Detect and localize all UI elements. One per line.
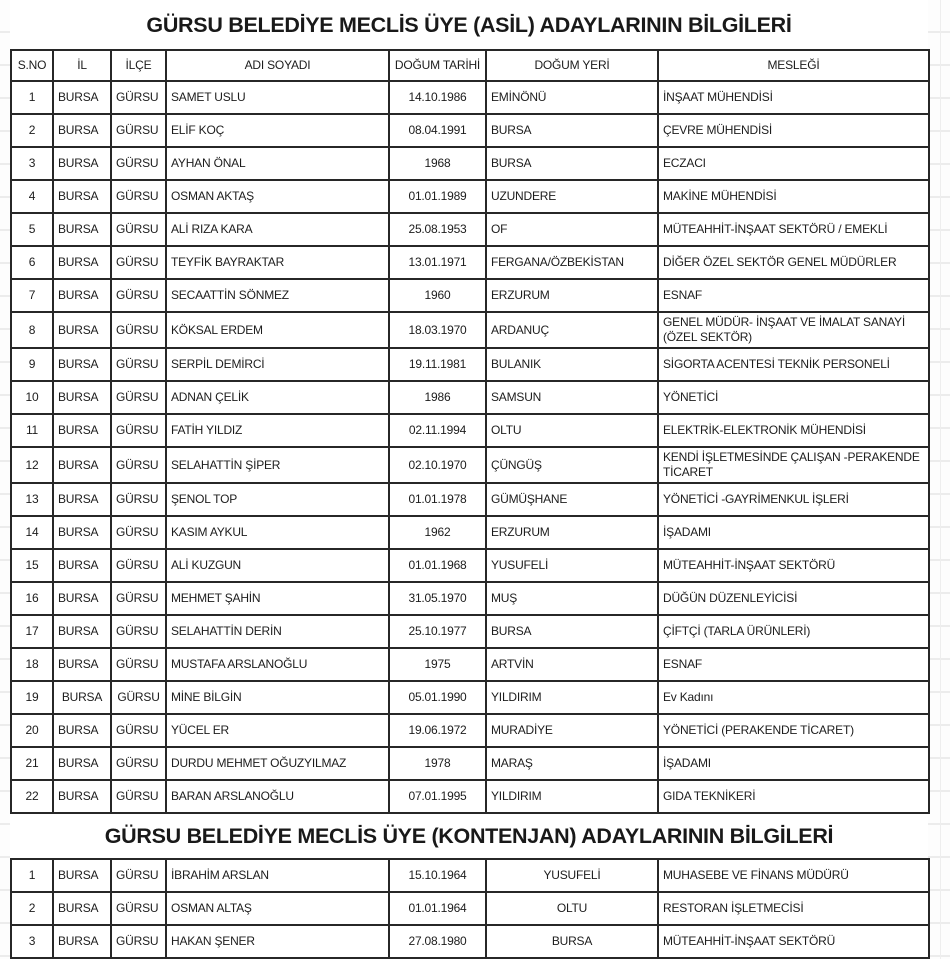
table-row [11,892,929,925]
cell-yer: BURSA [486,147,658,180]
table-row [11,925,929,958]
cell-meslek: Ev Kadını [658,681,929,714]
cell-ilce: GÜRSU [111,925,166,958]
cell-adi: YÜCEL ER [166,714,389,747]
cell-adi: OSMAN ALTAŞ [166,892,389,925]
cell-ilce: GÜRSU [111,381,166,414]
cell-yer: BURSA [486,925,658,958]
cell-meslek: YÖNETİCİ -GAYRİMENKUL İŞLERİ [658,483,929,516]
cell-tarih: 14.10.1986 [389,81,486,114]
header-il: İL [53,50,111,81]
cell-il: BURSA [53,246,111,279]
header-dogum-tarihi: DOĞUM TARİHİ [389,50,486,81]
cell-no: 20 [11,714,53,747]
cell-tarih: 05.01.1990 [389,681,486,714]
cell-il: BURSA [53,312,111,348]
cell-meslek: ESNAF [658,648,929,681]
cell-tarih: 1986 [389,381,486,414]
cell-yer: ÇÜNGÜŞ [486,447,658,483]
cell-tarih: 08.04.1991 [389,114,486,147]
kontenjan-table-title: GÜRSU BELEDİYE MECLİS ÜYE (KONTENJAN) ADAYLARININ BİLGİLERİ [104,824,834,848]
cell-no: 3 [11,925,53,958]
cell-tarih: 27.08.1980 [389,925,486,958]
cell-no: 11 [11,414,53,447]
cell-tarih: 13.01.1971 [389,246,486,279]
cell-meslek: DÜĞÜN DÜZENLEYİCİSİ [658,582,929,615]
cell-ilce: GÜRSU [111,859,166,892]
table-row [11,714,929,747]
cell-no: 16 [11,582,53,615]
table-row [11,582,929,615]
cell-yer: ERZURUM [486,516,658,549]
cell-meslek: ELEKTRİK-ELEKTRONİK MÜHENDİSİ [658,414,929,447]
cell-yer: GÜMÜŞHANE [486,483,658,516]
cell-adi: ŞENOL TOP [166,483,389,516]
cell-adi: SAMET USLU [166,81,389,114]
table-row [11,147,929,180]
cell-adi: BARAN ARSLANOĞLU [166,780,389,813]
table-row [11,615,929,648]
cell-meslek: MÜTEAHHİT-İNŞAAT SEKTÖRÜ [658,925,929,958]
cell-no: 15 [11,549,53,582]
cell-ilce: GÜRSU [111,681,166,714]
cell-yer: SAMSUN [486,381,658,414]
cell-tarih: 07.01.1995 [389,780,486,813]
cell-adi: MEHMET ŞAHİN [166,582,389,615]
cell-no: 22 [11,780,53,813]
table-row [11,180,929,213]
table-row [11,279,929,312]
cell-ilce: GÜRSU [111,348,166,381]
cell-no: 8 [11,312,53,348]
table-row [11,780,929,813]
cell-tarih: 01.01.1964 [389,892,486,925]
cell-tarih: 1968 [389,147,486,180]
cell-adi: MİNE BİLGİN [166,681,389,714]
cell-no: 9 [11,348,53,381]
cell-adi: DURDU MEHMET OĞUZYILMAZ [166,747,389,780]
cell-ilce: GÜRSU [111,447,166,483]
cell-adi: ADNAN ÇELİK [166,381,389,414]
cell-il: BURSA [53,681,111,714]
cell-ilce: GÜRSU [111,213,166,246]
cell-no: 14 [11,516,53,549]
cell-tarih: 25.10.1977 [389,615,486,648]
cell-adi: FATİH YILDIZ [166,414,389,447]
cell-ilce: GÜRSU [111,714,166,747]
header-adi-soyadi: ADI SOYADI [166,50,389,81]
asil-table-title: GÜRSU BELEDİYE MECLİS ÜYE (ASİL) ADAYLARININ BİLGİLERİ [146,13,792,37]
cell-il: BURSA [53,714,111,747]
cell-adi: KASIM AYKUL [166,516,389,549]
cell-yer: MARAŞ [486,747,658,780]
table-row [11,859,929,892]
table-row [11,648,929,681]
cell-ilce: GÜRSU [111,147,166,180]
cell-yer: UZUNDERE [486,180,658,213]
cell-tarih: 02.11.1994 [389,414,486,447]
cell-meslek: MUHASEBE VE FİNANS MÜDÜRÜ [658,859,929,892]
table-row [11,447,929,483]
cell-il: BURSA [53,414,111,447]
cell-yer: BURSA [486,615,658,648]
table-row [11,246,929,279]
cell-no: 19 [11,681,53,714]
cell-il: BURSA [53,279,111,312]
cell-meslek: ÇİFTÇİ (TARLA ÜRÜNLERİ) [658,615,929,648]
cell-adi: HAKAN ŞENER [166,925,389,958]
table-row [11,213,929,246]
cell-no: 1 [11,859,53,892]
cell-meslek: YÖNETİCİ [658,381,929,414]
cell-ilce: GÜRSU [111,114,166,147]
cell-adi: TEYFİK BAYRAKTAR [166,246,389,279]
cell-yer: YUSUFELİ [486,549,658,582]
cell-il: BURSA [53,381,111,414]
cell-il: BURSA [53,549,111,582]
document-sheet [10,0,928,959]
cell-tarih: 31.05.1970 [389,582,486,615]
cell-ilce: GÜRSU [111,312,166,348]
table-row [11,681,929,714]
table-row [11,348,929,381]
cell-il: BURSA [53,447,111,483]
table-row [11,381,929,414]
cell-il: BURSA [53,114,111,147]
cell-meslek: GIDA TEKNİKERİ [658,780,929,813]
cell-yer: BURSA [486,114,658,147]
cell-tarih: 15.10.1964 [389,859,486,892]
header-dogum-yeri: DOĞUM YERİ [486,50,658,81]
table-row [11,483,929,516]
cell-no: 21 [11,747,53,780]
cell-no: 4 [11,180,53,213]
cell-tarih: 19.11.1981 [389,348,486,381]
header-ilce: İLÇE [111,50,166,81]
cell-yer: EMİNÖNÜ [486,81,658,114]
cell-il: BURSA [53,147,111,180]
cell-il: BURSA [53,747,111,780]
table-row [11,312,929,348]
cell-ilce: GÜRSU [111,180,166,213]
cell-tarih: 01.01.1978 [389,483,486,516]
cell-meslek: MÜTEAHHİT-İNŞAAT SEKTÖRÜ [658,549,929,582]
table-row [11,414,929,447]
cell-yer: BULANIK [486,348,658,381]
cell-yer: YUSUFELİ [486,859,658,892]
cell-adi: SELAHATTİN DERİN [166,615,389,648]
cell-meslek: İNŞAAT MÜHENDİSİ [658,81,929,114]
cell-ilce: GÜRSU [111,414,166,447]
cell-meslek: ÇEVRE MÜHENDİSİ [658,114,929,147]
table-row [11,114,929,147]
cell-yer: ARDANUÇ [486,312,658,348]
cell-no: 12 [11,447,53,483]
cell-ilce: GÜRSU [111,279,166,312]
cell-ilce: GÜRSU [111,516,166,549]
cell-meslek: SİGORTA ACENTESİ TEKNİK PERSONELİ [658,348,929,381]
cell-il: BURSA [53,213,111,246]
cell-yer: MURADİYE [486,714,658,747]
cell-il: BURSA [53,925,111,958]
kontenjan-table [10,858,930,959]
cell-meslek: MAKİNE MÜHENDİSİ [658,180,929,213]
cell-il: BURSA [53,516,111,549]
cell-no: 18 [11,648,53,681]
cell-il: BURSA [53,180,111,213]
cell-tarih: 01.01.1968 [389,549,486,582]
cell-il: BURSA [53,615,111,648]
cell-tarih: 18.03.1970 [389,312,486,348]
cell-ilce: GÜRSU [111,582,166,615]
cell-yer: MUŞ [486,582,658,615]
asil-table [10,49,930,814]
header-sno: S.NO [11,50,53,81]
cell-yer: YILDIRIM [486,681,658,714]
cell-ilce: GÜRSU [111,615,166,648]
cell-ilce: GÜRSU [111,648,166,681]
cell-meslek: İŞADAMI [658,516,929,549]
cell-tarih: 02.10.1970 [389,447,486,483]
cell-yer: ARTVİN [486,648,658,681]
cell-ilce: GÜRSU [111,747,166,780]
cell-ilce: GÜRSU [111,483,166,516]
cell-meslek: MÜTEAHHİT-İNŞAAT SEKTÖRÜ / EMEKLİ [658,213,929,246]
cell-adi: ELİF KOÇ [166,114,389,147]
table-row [11,81,929,114]
cell-adi: OSMAN AKTAŞ [166,180,389,213]
cell-yer: OLTU [486,414,658,447]
cell-meslek: İŞADAMI [658,747,929,780]
cell-il: BURSA [53,648,111,681]
cell-no: 3 [11,147,53,180]
cell-meslek: ESNAF [658,279,929,312]
cell-yer: OLTU [486,892,658,925]
cell-no: 13 [11,483,53,516]
cell-tarih: 1960 [389,279,486,312]
cell-il: BURSA [53,348,111,381]
cell-adi: SERPİL DEMİRCİ [166,348,389,381]
asil-table-body [11,81,929,813]
cell-meslek: YÖNETİCİ (PERAKENDE TİCARET) [658,714,929,747]
cell-ilce: GÜRSU [111,780,166,813]
kontenjan-table-body [11,859,929,958]
cell-yer: FERGANA/ÖZBEKİSTAN [486,246,658,279]
cell-meslek: GENEL MÜDÜR- İNŞAAT VE İMALAT SANAYİ (ÖZEL SEKTÖR) [658,312,929,348]
cell-il: BURSA [53,892,111,925]
cell-adi: SECAATTİN SÖNMEZ [166,279,389,312]
cell-il: BURSA [53,483,111,516]
cell-tarih: 1975 [389,648,486,681]
scan-margin-left [0,0,10,959]
cell-il: BURSA [53,582,111,615]
cell-ilce: GÜRSU [111,549,166,582]
cell-no: 10 [11,381,53,414]
cell-yer: OF [486,213,658,246]
cell-adi: ALİ KUZGUN [166,549,389,582]
cell-meslek: DİĞER ÖZEL SEKTÖR GENEL MÜDÜRLER [658,246,929,279]
cell-tarih: 1978 [389,747,486,780]
cell-no: 5 [11,213,53,246]
cell-adi: AYHAN ÖNAL [166,147,389,180]
cell-ilce: GÜRSU [111,892,166,925]
cell-il: BURSA [53,81,111,114]
cell-no: 7 [11,279,53,312]
cell-no: 2 [11,114,53,147]
header-meslegi: MESLEĞİ [658,50,929,81]
cell-tarih: 19.06.1972 [389,714,486,747]
cell-meslek: RESTORAN İŞLETMECİSİ [658,892,929,925]
cell-no: 17 [11,615,53,648]
cell-adi: KÖKSAL ERDEM [166,312,389,348]
cell-ilce: GÜRSU [111,246,166,279]
cell-tarih: 1962 [389,516,486,549]
table-row [11,549,929,582]
cell-tarih: 01.01.1989 [389,180,486,213]
cell-no: 6 [11,246,53,279]
cell-tarih: 25.08.1953 [389,213,486,246]
asil-header-row [11,50,929,81]
cell-adi: ALİ RIZA KARA [166,213,389,246]
cell-no: 2 [11,892,53,925]
cell-yer: YILDIRIM [486,780,658,813]
table-row [11,516,929,549]
scan-margin-right [928,0,950,959]
cell-il: BURSA [53,859,111,892]
cell-no: 1 [11,81,53,114]
cell-il: BURSA [53,780,111,813]
cell-adi: SELAHATTİN ŞİPER [166,447,389,483]
cell-yer: ERZURUM [486,279,658,312]
cell-ilce: GÜRSU [111,81,166,114]
cell-adi: İBRAHİM ARSLAN [166,859,389,892]
cell-meslek: KENDİ İŞLETMESİNDE ÇALIŞAN -PERAKENDE TİCARET [658,447,929,483]
table-row [11,747,929,780]
cell-meslek: ECZACI [658,147,929,180]
cell-adi: MUSTAFA ARSLANOĞLU [166,648,389,681]
